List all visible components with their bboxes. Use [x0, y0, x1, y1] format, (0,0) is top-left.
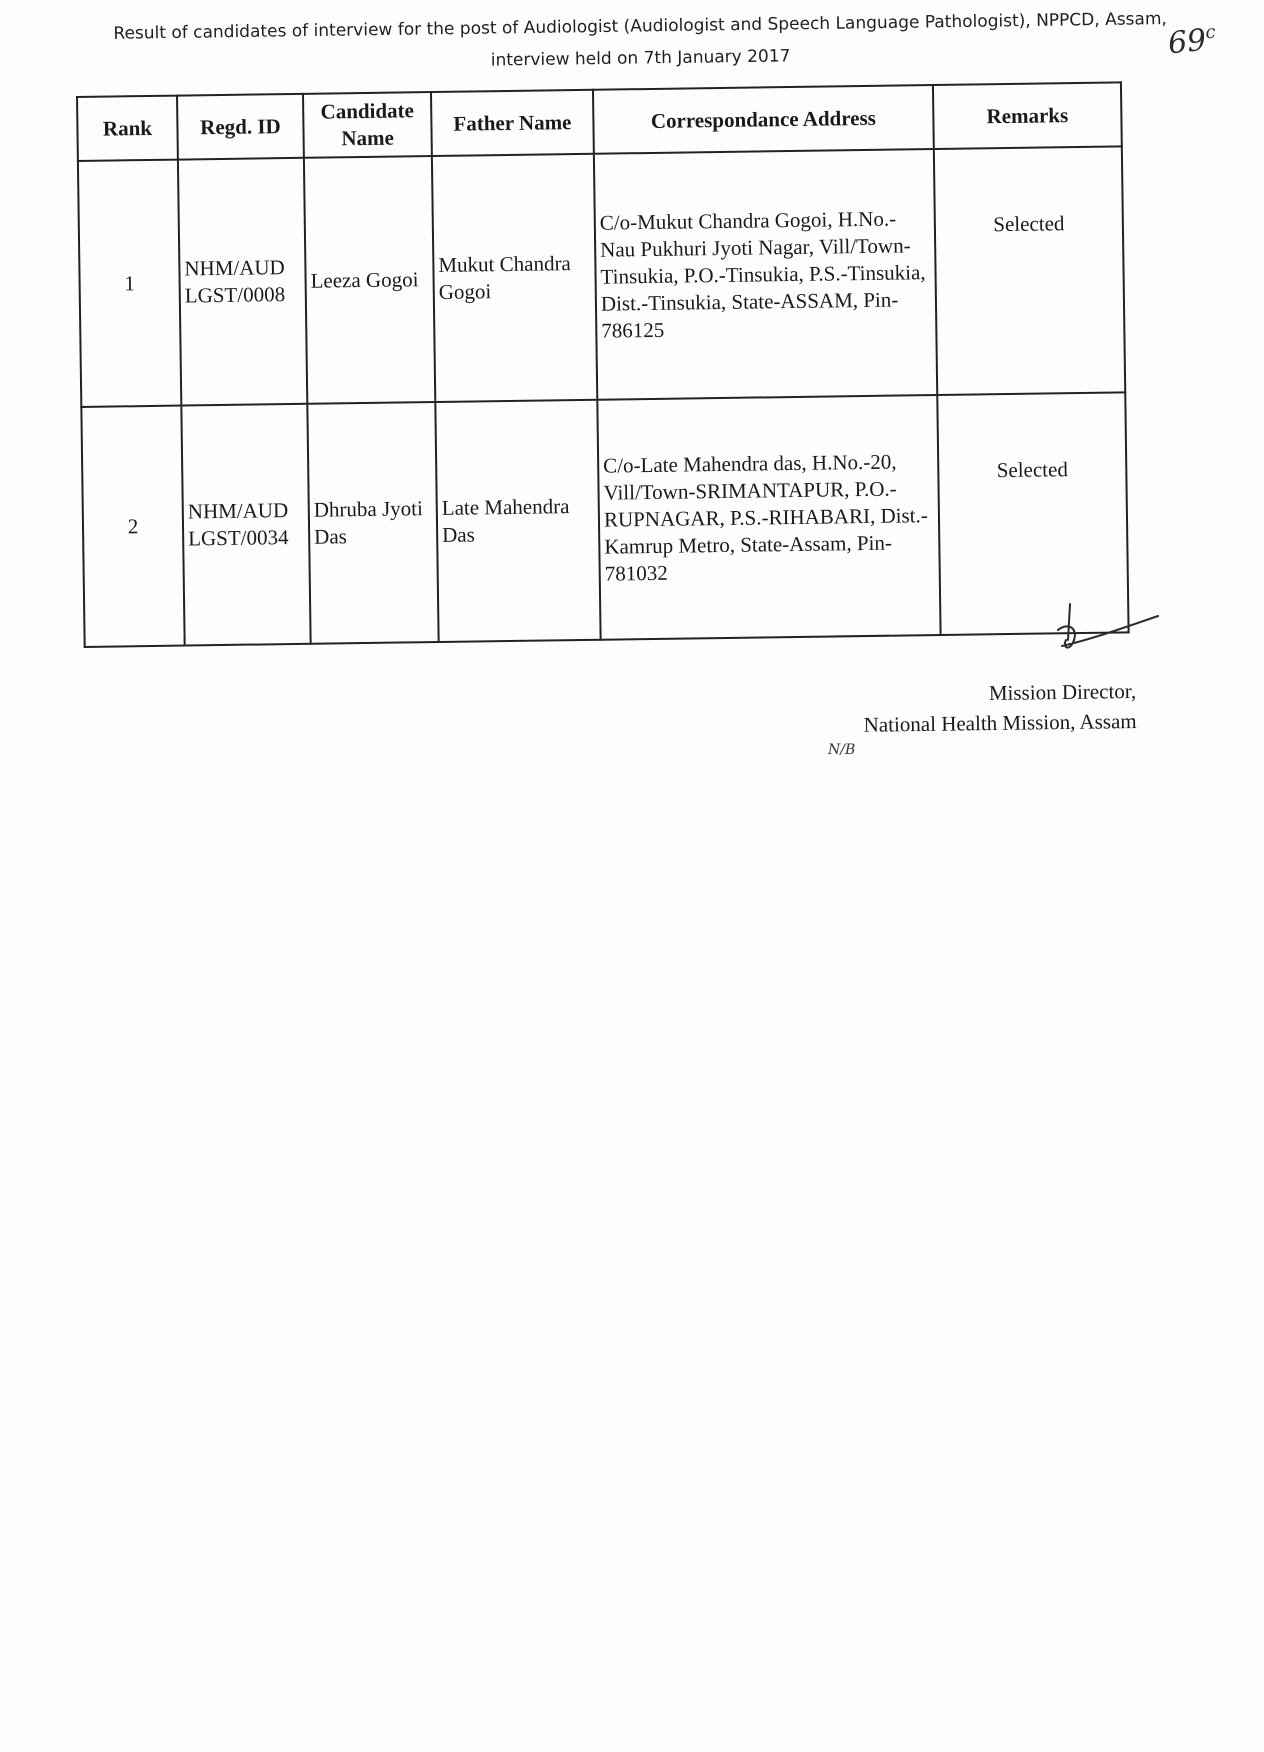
results-table — [76, 81, 1130, 648]
signatory-title: Mission Director, — [988, 678, 1137, 706]
cell-father-name: Mukut Chandra Gogoi — [432, 154, 597, 402]
cell-father-name: Late Mahendra Das — [435, 400, 600, 642]
header-regd-id: Regd. ID — [177, 94, 304, 160]
cell-candidate-name: Leeza Gogoi — [304, 156, 435, 404]
signatory-block — [820, 676, 1137, 740]
heading-line-2: interview held on 7th January 2017 — [490, 46, 791, 71]
cell-remarks: Selected — [934, 146, 1125, 395]
handwritten-initials: N/B — [828, 742, 856, 758]
header-rank: Rank — [77, 96, 178, 161]
page-number-sup: c — [1204, 21, 1217, 44]
cell-regd-id: NHM/AUD LGST/0034 — [181, 404, 310, 646]
cell-address: C/o-Mukut Chandra Gogoi, H.No.-Nau Pukhuri Jyoti Nagar, Vill/Town-Tinsukia, P.O.-Tinsukia, P.S.-Tinsukia, Dist.-Tinsukia, State-ASSAM, Pin-786125 — [594, 149, 937, 400]
results-table-wrapper — [76, 81, 1130, 648]
handwritten-page-number — [1166, 22, 1218, 62]
handwritten-signature — [1048, 600, 1168, 680]
header-remarks: Remarks — [933, 82, 1122, 149]
cell-remarks: Selected — [937, 392, 1128, 635]
cell-rank: 1 — [78, 160, 181, 407]
table-row — [78, 146, 1125, 407]
table-row — [81, 392, 1128, 647]
header-father-name: Father Name — [431, 90, 594, 156]
cell-address: C/o-Late Mahendra das, H.No.-20, Vill/Town-SRIMANTAPUR, P.O.-RUPNAGAR, P.S.-RIHABARI, Dist.-Kamrup Metro, State-Assam, Pin-781032 — [597, 395, 940, 640]
heading-line-1: Result of candidates of interview for the post of Audiologist (Audiologist and Speech Language Pathologist), NPPCD, Assam, — [113, 9, 1167, 44]
document-heading — [100, 3, 1181, 82]
page-number-text: 69 — [1166, 22, 1208, 62]
signatory-organization: National Health Mission, Assam — [863, 708, 1137, 737]
cell-rank: 2 — [81, 406, 184, 647]
header-address: Correspondance Address — [593, 85, 934, 154]
header-candidate-name: Candidate Name — [303, 92, 432, 158]
cell-candidate-name: Dhruba Jyoti Das — [307, 402, 438, 644]
cell-regd-id: NHM/AUD LGST/0008 — [178, 158, 307, 406]
